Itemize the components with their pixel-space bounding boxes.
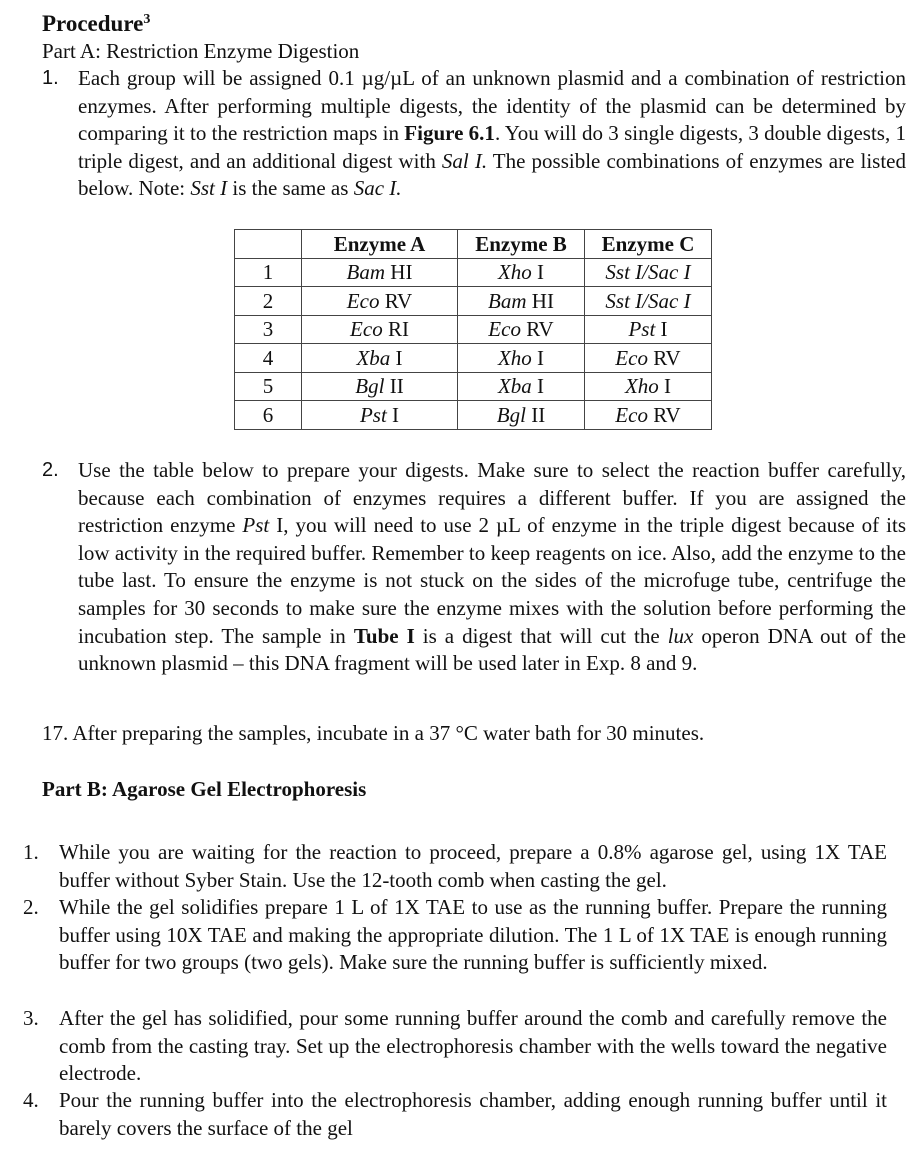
enzyme-a-cell: Xba I bbox=[302, 344, 458, 373]
enzyme-b-cell: Xho I bbox=[458, 344, 585, 373]
enzyme-a-cell: Bam HI bbox=[302, 258, 458, 287]
enzyme-c-cell: Xho I bbox=[585, 372, 712, 401]
part-b-step-3-text: After the gel has solidified, pour some running buffer around the comb and carefully remove the comb from the casting tray. Set up the electrophoresis chamber with the wells toward the negative electrode. bbox=[59, 1006, 887, 1085]
row-number: 3 bbox=[235, 315, 302, 344]
header-cell-enzyme-a: Enzyme A bbox=[302, 230, 458, 259]
part-b-step-2-text: While the gel solidifies prepare 1 L of 1X TAE to use as the running buffer. Prepare the running buffer using 10X TAE and making the appropriate dilution. The 1 L of 1X TAE is enough running buffer for two groups (two gels). Make sure the running buffer is sufficiently mixed. bbox=[59, 895, 887, 974]
row-number: 6 bbox=[235, 401, 302, 430]
step-1-number: 1. bbox=[42, 67, 59, 89]
part-b-step-4-text: Pour the running buffer into the electrophoresis chamber, adding enough running buffer until it barely covers the surface of the gel bbox=[59, 1088, 887, 1140]
header-cell-blank bbox=[235, 230, 302, 259]
header-cell-enzyme-b: Enzyme B bbox=[458, 230, 585, 259]
enzyme-c-cell: Pst I bbox=[585, 315, 712, 344]
enzyme-a-cell: Bgl II bbox=[302, 372, 458, 401]
row-number: 2 bbox=[235, 287, 302, 316]
part-b-heading: Part B: Agarose Gel Electrophoresis bbox=[42, 777, 367, 801]
enzyme-b-cell: Bgl II bbox=[458, 401, 585, 430]
step-1-text: Each group will be assigned 0.1 µg/µL of an unknown plasmid and a combination of restriction enzymes. After performing multiple digests, the identity of the plasmid can be determined by comparing it to the restriction maps in Figure 6.1. You will do 3 single digests, 3 double digests, 1 triple digest, and an additional digest with Sal I. The possible combinations of enzymes are listed below. Note: Sst I is the same as Sac I. bbox=[78, 66, 907, 201]
enzyme-a-cell: Eco RV bbox=[302, 287, 458, 316]
table-row bbox=[235, 344, 712, 373]
part-b-step-3-number: 3. bbox=[23, 1006, 39, 1030]
enzyme-c-cell: Sst I/Sac I bbox=[585, 258, 712, 287]
table-row bbox=[235, 258, 712, 287]
part-a-heading: Part A: Restriction Enzyme Digestion bbox=[42, 39, 360, 63]
step-2-text: Use the table below to prepare your digests. Make sure to select the reaction buffer carefully, because each combination of enzymes requires a different buffer. If you are assigned the restriction enzyme Pst I, you will need to use 2 µL of enzyme in the triple digest because of its low activity in the required buffer. Remember to keep reagents on ice. Also, add the enzyme to the tube last. To ensure the enzyme is not stuck on the sides of the microfuge tube, centrifuge the samples for 30 seconds to make sure the enzyme mixes with the solution before performing the incubation step. The sample in Tube I is a digest that will cut the lux operon DNA out of the unknown plasmid – this DNA fragment will be used later in Exp. 8 and 9. bbox=[78, 458, 906, 676]
enzyme-a-cell: Eco RI bbox=[302, 315, 458, 344]
part-b-step-2-number: 2. bbox=[23, 895, 39, 919]
step-2-number: 2. bbox=[42, 459, 59, 481]
part-b-step-4-number: 4. bbox=[23, 1088, 39, 1112]
table-row bbox=[235, 372, 712, 401]
row-number: 5 bbox=[235, 372, 302, 401]
table-header-row bbox=[235, 230, 712, 259]
enzyme-b-cell: Xba I bbox=[458, 372, 585, 401]
row-number: 4 bbox=[235, 344, 302, 373]
procedure-title bbox=[42, 6, 150, 38]
table-row bbox=[235, 401, 712, 430]
enzyme-c-cell: Sst I/Sac I bbox=[585, 287, 712, 316]
enzyme-c-cell: Eco RV bbox=[585, 344, 712, 373]
title-footnote-ref: 3 bbox=[143, 12, 151, 27]
enzyme-combination-table bbox=[234, 229, 712, 430]
title-text: Procedure bbox=[42, 11, 144, 36]
enzyme-b-cell: Eco RV bbox=[458, 315, 585, 344]
enzyme-b-cell: Xho I bbox=[458, 258, 585, 287]
enzyme-b-cell: Bam HI bbox=[458, 287, 585, 316]
part-b-step-1-text: While you are waiting for the reaction to proceed, prepare a 0.8% agarose gel, using 1X TAE buffer without Syber Stain. Use the 12-tooth comb when casting the gel. bbox=[59, 840, 887, 892]
enzyme-c-cell: Eco RV bbox=[585, 401, 712, 430]
row-number: 1 bbox=[235, 258, 302, 287]
table-row bbox=[235, 287, 712, 316]
header-cell-enzyme-c: Enzyme C bbox=[585, 230, 712, 259]
enzyme-a-cell: Pst I bbox=[302, 401, 458, 430]
table-row bbox=[235, 315, 712, 344]
step-17-text: 17. After preparing the samples, incubate in a 37 °C water bath for 30 minutes. bbox=[42, 721, 705, 745]
part-b-step-1-number: 1. bbox=[23, 840, 39, 864]
